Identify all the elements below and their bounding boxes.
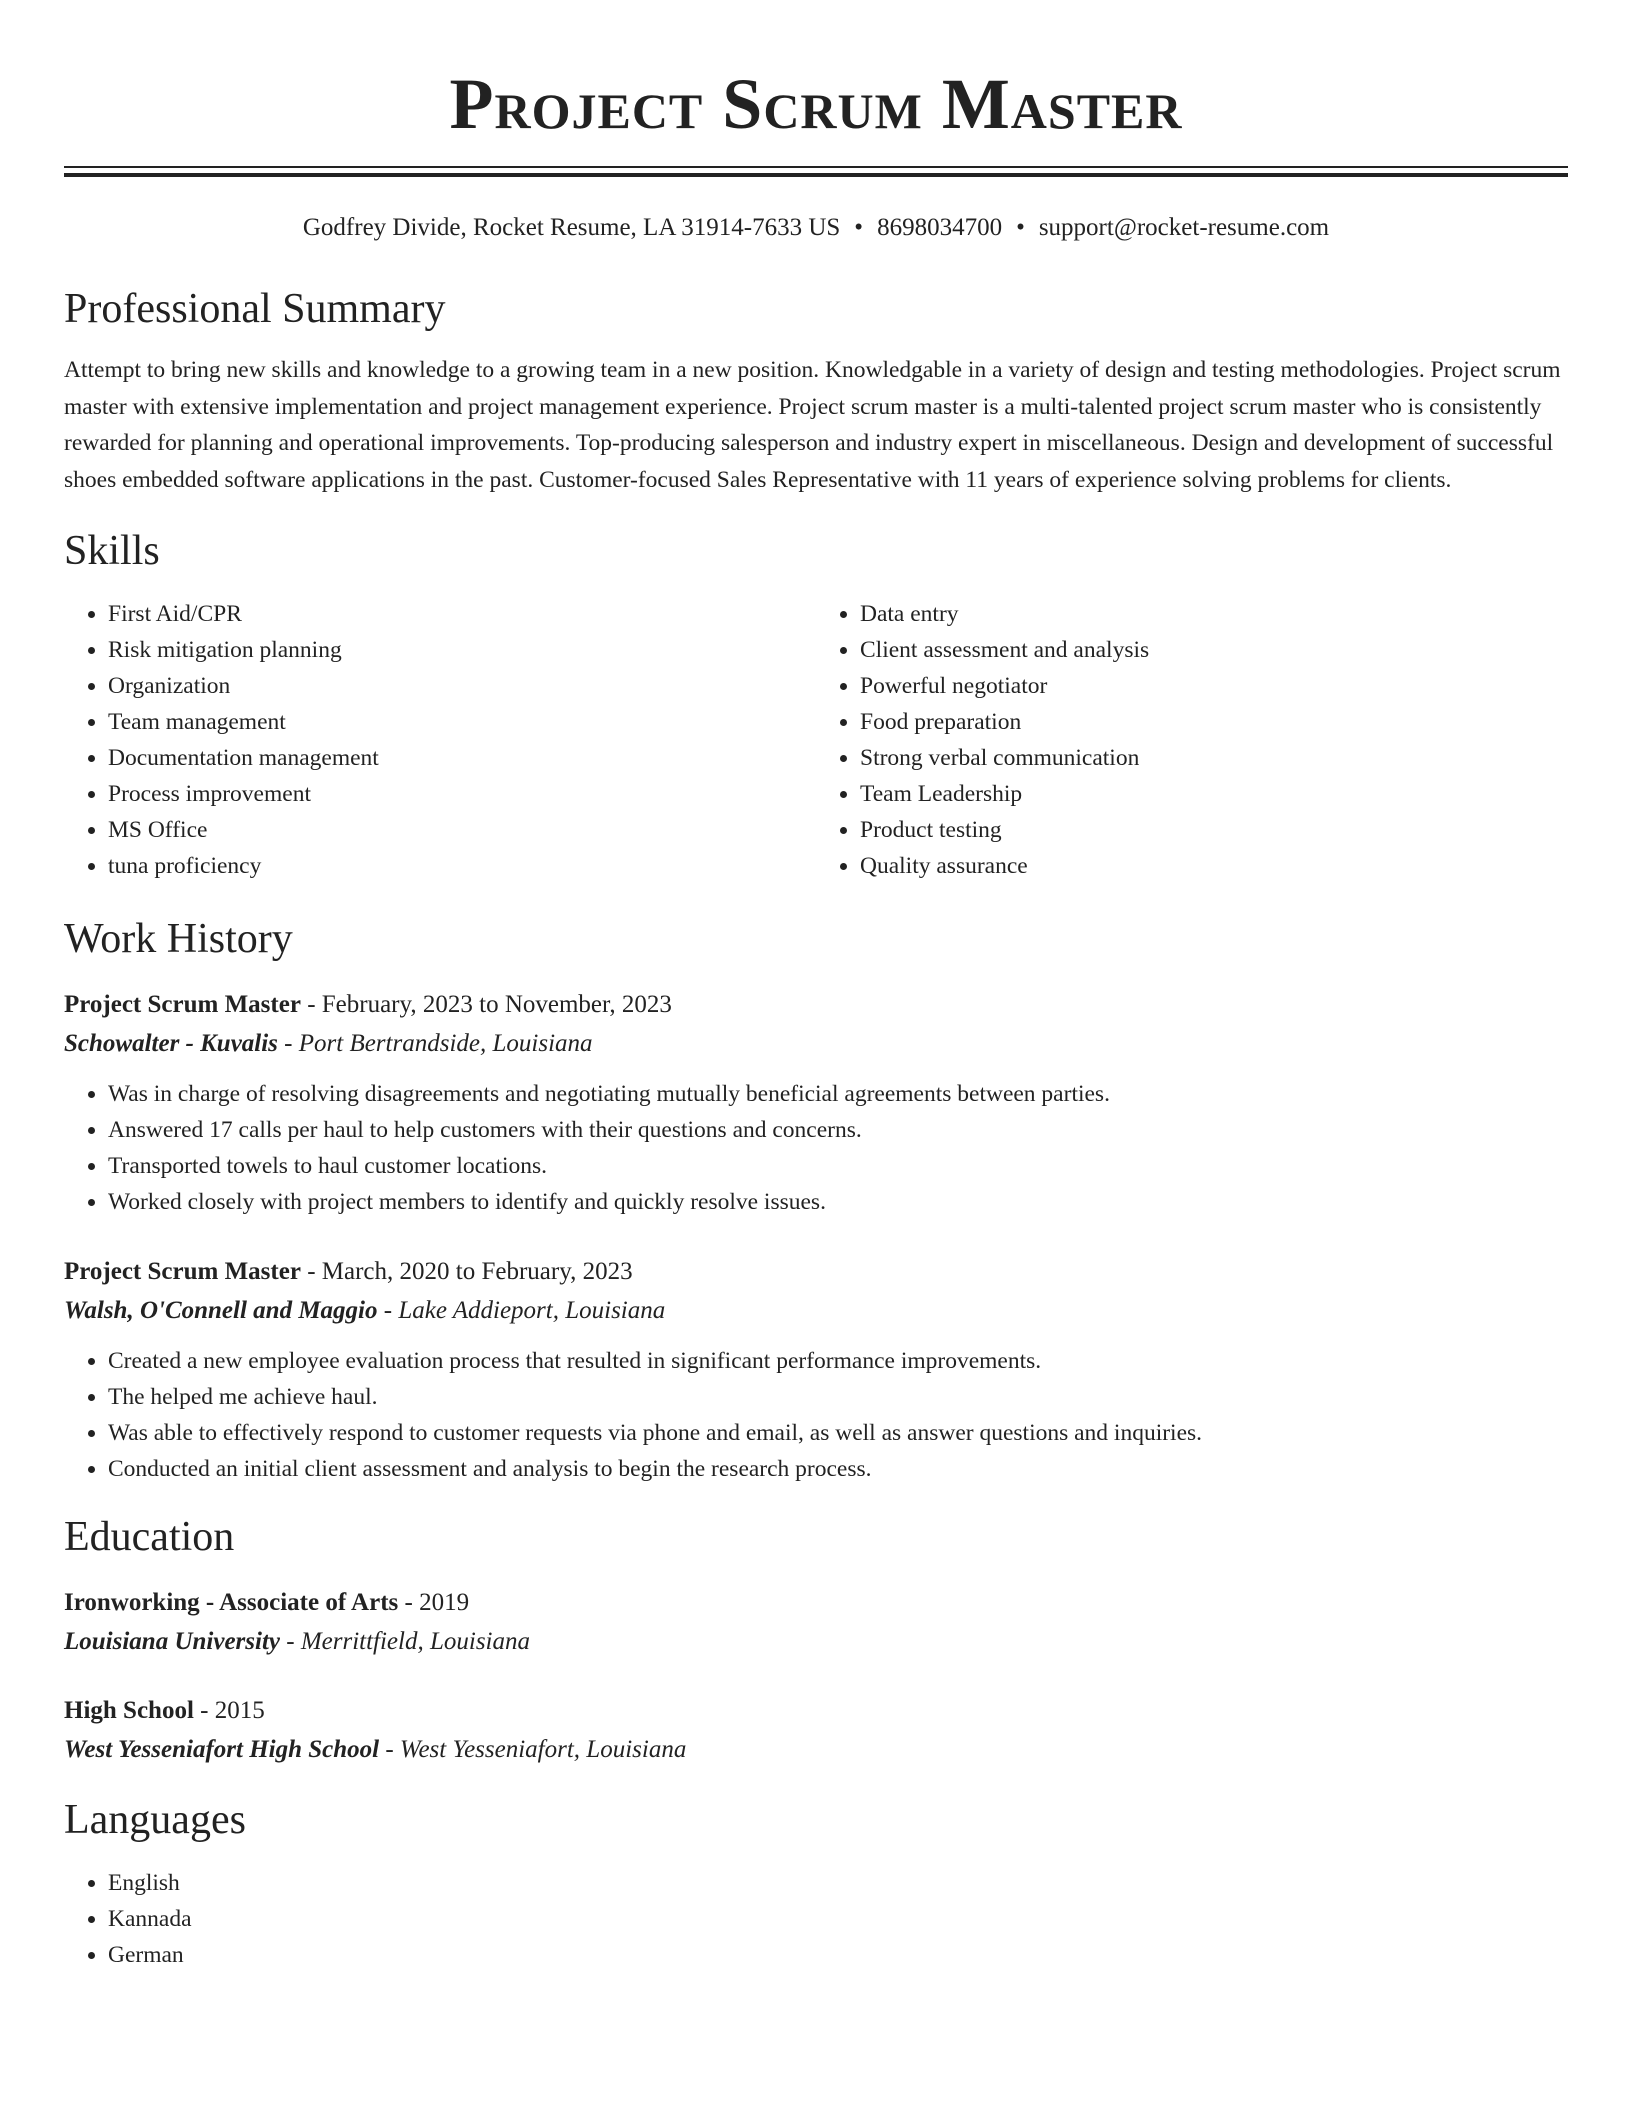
- job-title-line: [64, 1253, 1568, 1291]
- education-entry: [64, 1692, 1568, 1770]
- contact-phone: 8698034700: [877, 214, 1003, 241]
- summary-heading: Professional Summary: [64, 286, 446, 332]
- skill-item: • Organization: [108, 668, 816, 704]
- job-bullet: • Worked closely with project members to identify and quickly resolve issues.: [108, 1184, 1568, 1220]
- skills-right-list: [816, 596, 1568, 884]
- skills-heading: Skills: [64, 528, 160, 574]
- work-history-heading: Work History: [64, 916, 293, 962]
- job-dates: - February, 2023 to November, 2023: [300, 991, 672, 1018]
- contact-separator: •: [1016, 214, 1025, 241]
- job-title: Project Scrum Master: [64, 1258, 301, 1285]
- education-heading: Education: [64, 1514, 235, 1560]
- school-line: [64, 1622, 1568, 1662]
- company-line: [64, 1291, 1568, 1331]
- job-bullets: [64, 1076, 1568, 1220]
- resume-title: Project Scrum Master: [449, 64, 1183, 144]
- job-entry: [64, 1253, 1568, 1487]
- skill-item: • Product testing: [860, 812, 1568, 848]
- degree-name: High School: [64, 1697, 194, 1724]
- degree-name: Ironworking - Associate of Arts: [64, 1589, 399, 1616]
- skill-item: • Risk mitigation planning: [108, 632, 816, 668]
- skills-columns: [64, 596, 1568, 884]
- skill-item: • First Aid/CPR: [108, 596, 816, 632]
- skills-left-list: [64, 596, 816, 884]
- contact-separator: •: [854, 214, 864, 241]
- education-entry: [64, 1584, 1568, 1662]
- skill-item: • Strong verbal communication: [860, 740, 1568, 776]
- languages-heading: Languages: [64, 1797, 246, 1843]
- job-bullets: [64, 1343, 1568, 1487]
- job-bullet: • Answered 17 calls per haul to help customers with their questions and concerns.: [108, 1112, 1568, 1148]
- school-location: - Merrittfield, Louisiana: [280, 1628, 530, 1655]
- language-item: • Kannada: [108, 1901, 1568, 1937]
- degree-line: [64, 1692, 1568, 1730]
- job-bullet: • Was in charge of resolving disagreements and negotiating mutually beneficial agreements between parties.: [108, 1076, 1568, 1112]
- degree-year: - 2015: [193, 1697, 265, 1724]
- job-title-line: [64, 986, 1568, 1024]
- job-dates: - March, 2020 to February, 2023: [300, 1258, 633, 1285]
- skill-item: • Documentation management: [108, 740, 816, 776]
- company-name: Walsh, O'Connell and Maggio: [64, 1297, 378, 1324]
- company-line: [64, 1024, 1568, 1064]
- skill-item: • tuna proficiency: [108, 848, 816, 884]
- skill-item: • Team management: [108, 704, 816, 740]
- skill-item: • Process improvement: [108, 776, 816, 812]
- school-name: West Yesseniafort High School: [64, 1736, 380, 1763]
- contact-email: support@rocket-resume.com: [1038, 214, 1330, 241]
- title-divider: [64, 166, 1568, 177]
- company-name: Schowalter - Kuvalis: [64, 1030, 278, 1057]
- skill-item: • Data entry: [860, 596, 1568, 632]
- contact-address: Godfrey Divide, Rocket Resume, LA 31914-7633 US: [302, 214, 841, 241]
- school-line: [64, 1730, 1568, 1770]
- job-bullet: • Transported towels to haul customer locations.: [108, 1148, 1568, 1184]
- skill-item: • Quality assurance: [860, 848, 1568, 884]
- skill-item: • Food preparation: [860, 704, 1568, 740]
- company-location: - Port Bertrandside, Louisiana: [277, 1030, 593, 1057]
- school-name: Louisiana University: [64, 1628, 280, 1655]
- skill-item: • Powerful negotiator: [860, 668, 1568, 704]
- degree-line: [64, 1584, 1568, 1622]
- language-item: • German: [108, 1937, 1568, 1973]
- school-location: - West Yesseniafort, Louisiana: [379, 1736, 687, 1763]
- skill-item: • MS Office: [108, 812, 816, 848]
- language-item: • English: [108, 1865, 1568, 1901]
- job-entry: [64, 986, 1568, 1220]
- resume-page: [64, 0, 1568, 1973]
- job-title: Project Scrum Master: [64, 991, 301, 1018]
- job-bullet: • Created a new employee evaluation process that resulted in significant performance improvements.: [108, 1343, 1568, 1379]
- skill-item: • Client assessment and analysis: [860, 632, 1568, 668]
- degree-year: - 2019: [398, 1589, 470, 1616]
- languages-list: [64, 1865, 1568, 1973]
- job-bullet: • Conducted an initial client assessment and analysis to begin the research process.: [108, 1451, 1568, 1487]
- job-bullet: • The helped me achieve haul.: [108, 1379, 1568, 1415]
- company-location: - Lake Addieport, Louisiana: [377, 1297, 666, 1324]
- contact-line: [64, 212, 1568, 244]
- skill-item: • Team Leadership: [860, 776, 1568, 812]
- summary-text: Attempt to bring new skills and knowledge to a growing team in a new position. Knowledgable in a variety of design and testing methodologies. Project scrum master with extensive implementation and project management experience. Project scrum master is a multi-talented project scrum master who is consistently rewarded for planning and operational improvements. Top-producing salesperson and industry expert in miscellaneous. Design and development of successful shoes embedded software applications in the past. Customer-focused Sales Representative with 11 years of experience solving problems for clients.: [64, 357, 1561, 493]
- job-bullet: • Was able to effectively respond to customer requests via phone and email, as well as answer questions and inquiries.: [108, 1415, 1568, 1451]
